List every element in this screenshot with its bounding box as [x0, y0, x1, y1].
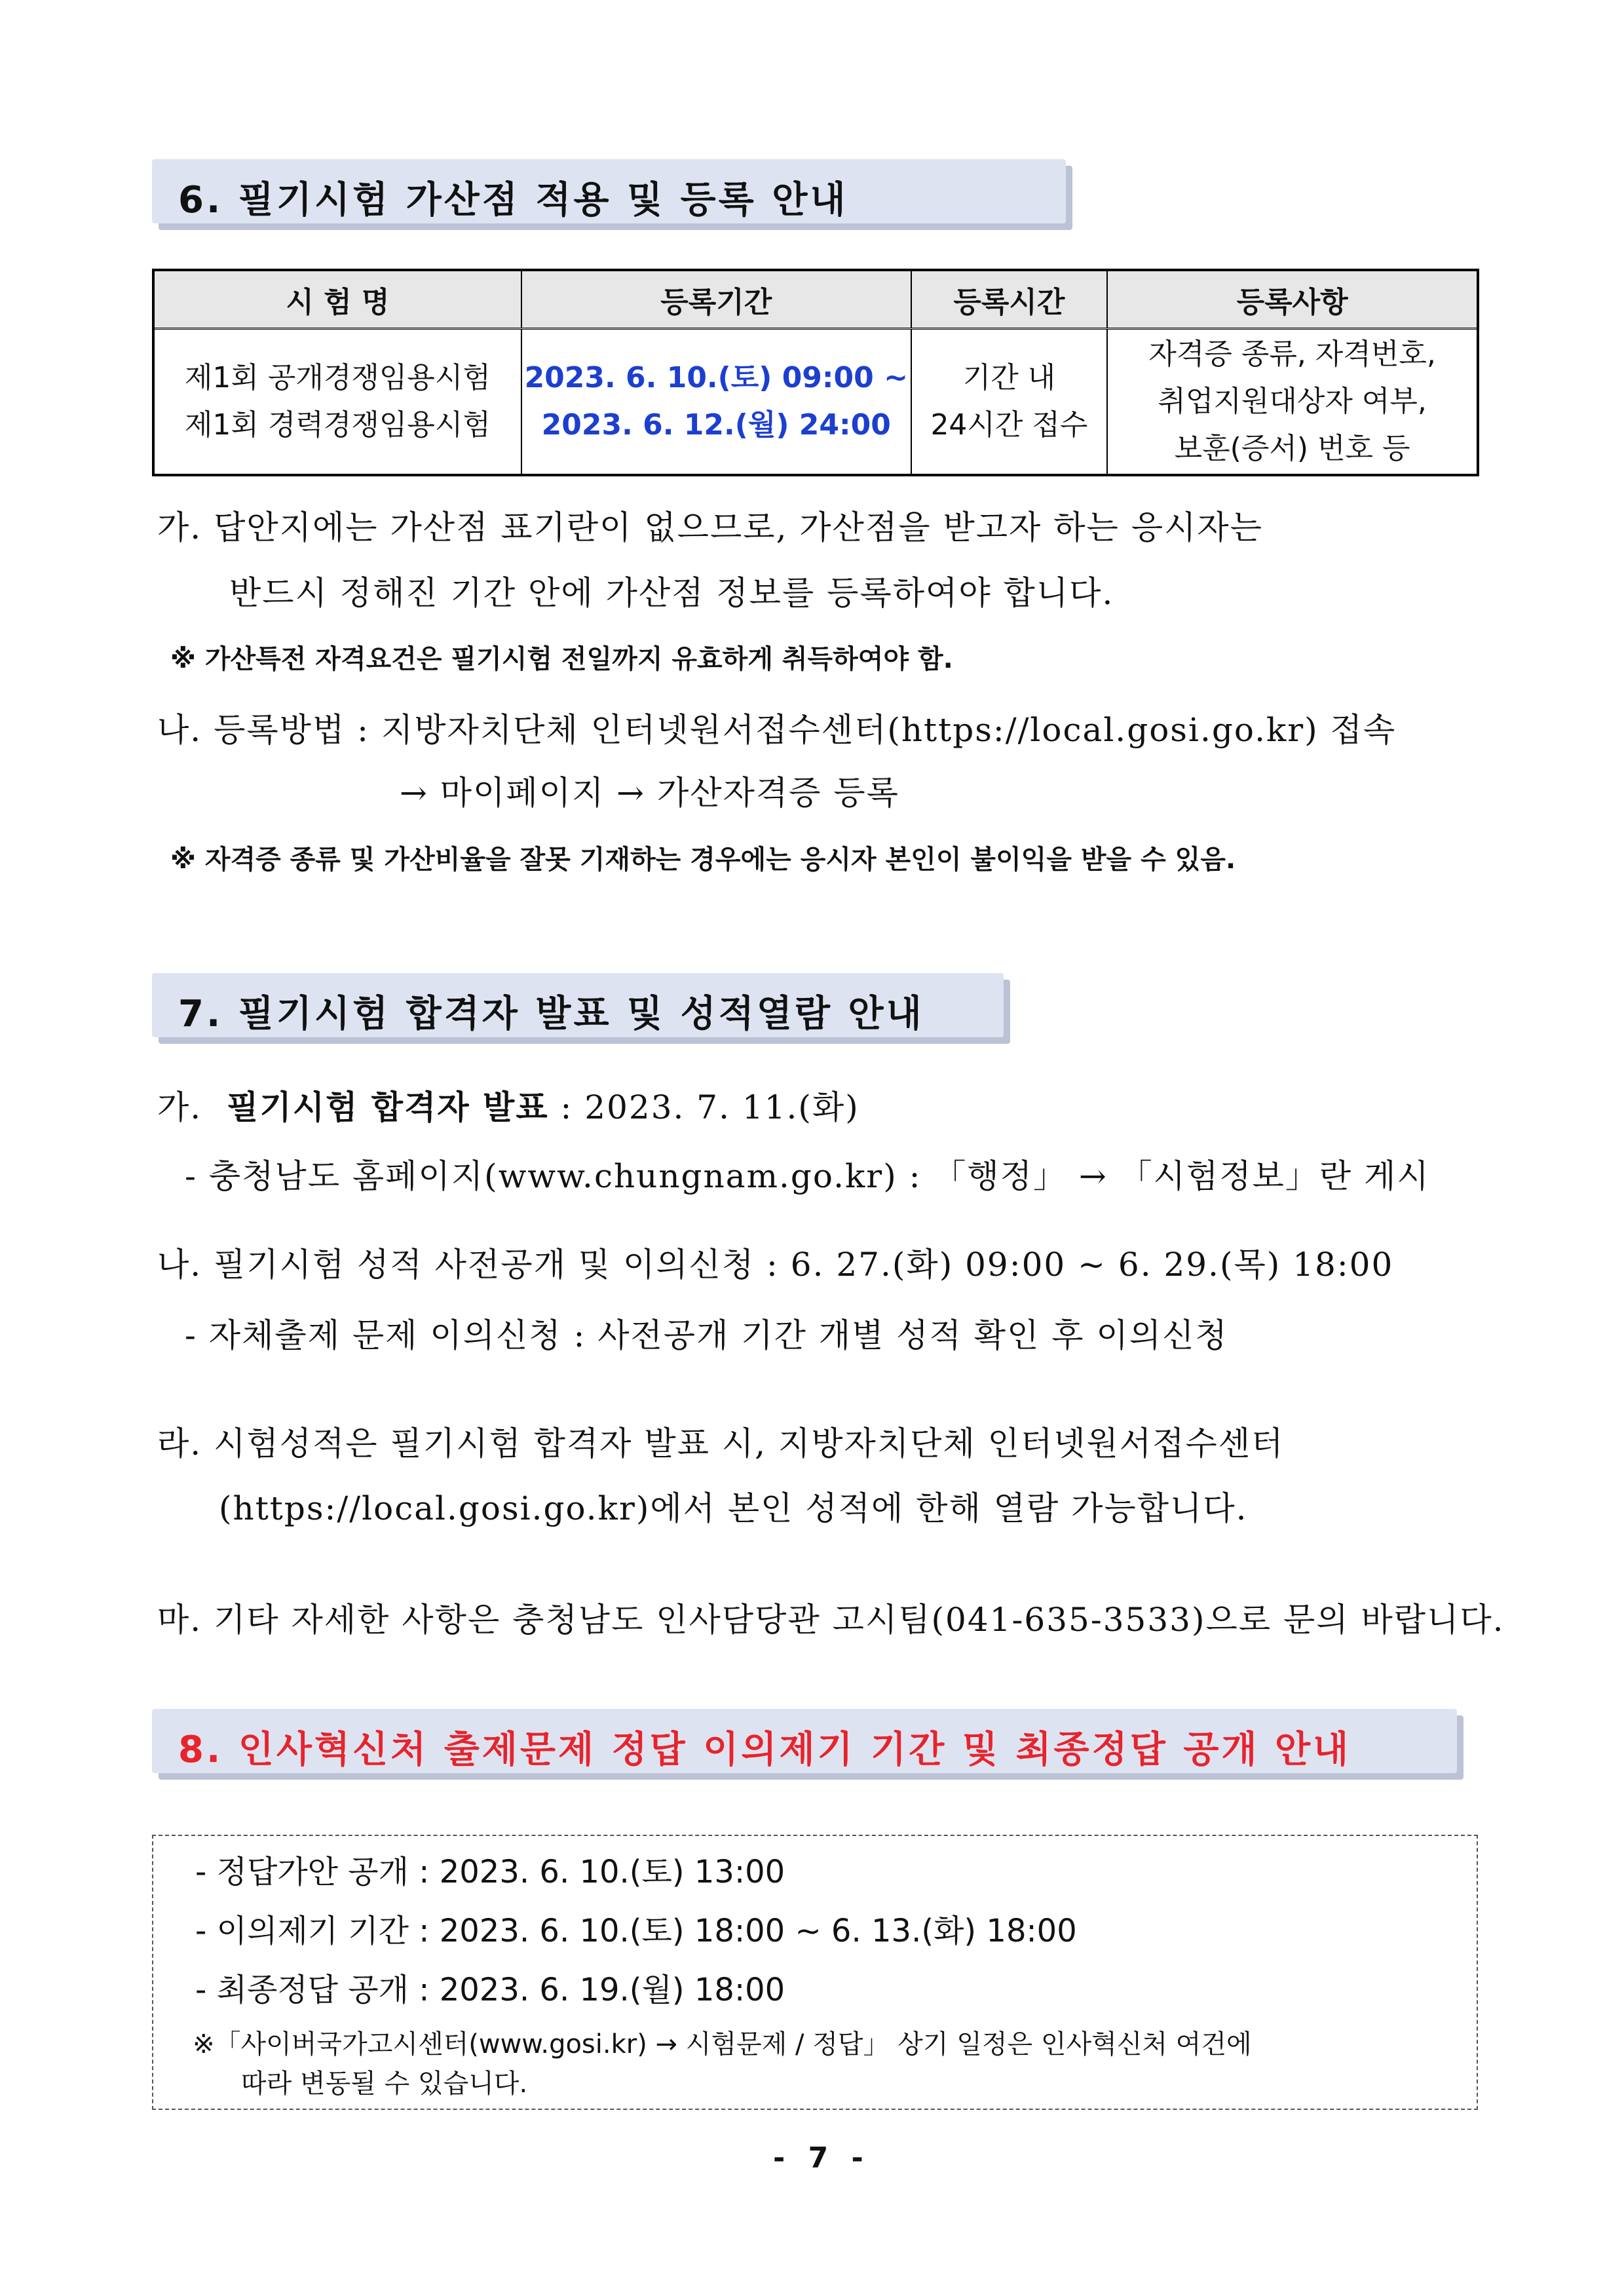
section-7-ra-line-2: (https://local.gosi.go.kr)에서 본인 성적에 한해 열람 가능합니다.	[219, 1489, 1248, 1527]
cell-exam-name	[153, 329, 521, 476]
schedule-line-3: - 최종정답 공개 : 2023. 6. 19.(월) 18:00	[195, 1972, 785, 2008]
ga-prefix: 가.	[157, 1088, 202, 1126]
section-7-ra-line-1: 라. 시험성적은 필기시험 합격자 발표 시, 지방자치단체 인터넷원서접수센터	[157, 1425, 1285, 1463]
section-6-na-line-2: → 마이페이지 → 가산자격증 등록	[400, 774, 899, 812]
period-start: 2023. 6. 10.(토) 09:00 ~	[524, 361, 908, 394]
header-items: 등록사항	[1107, 270, 1478, 329]
section-7-na-sub: - 자체출제 문제 이의신청 : 사전공개 기간 개별 성적 확인 후 이의신청	[185, 1316, 1228, 1354]
section-8-header	[152, 1709, 1457, 1773]
items-line-3: 보훈(증서) 번호 등	[1174, 432, 1410, 465]
header-time: 등록시간	[911, 270, 1107, 329]
ga-date: : 2023. 7. 11.(화)	[548, 1088, 859, 1126]
exam-name-2: 제1회 경력경쟁임용시험	[184, 408, 491, 442]
schedule-line-2: - 이의제기 기간 : 2023. 6. 10.(토) 18:00 ~ 6. 13.(화) 18:00	[195, 1913, 1077, 1949]
time-line-1: 기간 내	[962, 361, 1056, 394]
section-6-title: 6. 필기시험 가산점 적용 및 등록 안내	[178, 179, 848, 221]
section-7-header	[152, 973, 1004, 1037]
answer-schedule-box	[152, 1835, 1478, 2110]
header-period: 등록기간	[521, 270, 911, 329]
bonus-registration-table	[152, 269, 1479, 476]
section-6-header	[152, 159, 1066, 223]
section-6-na-line-1: 나. 등록방법 : 지방자치단체 인터넷원서접수센터(https://local.gosi.go.kr) 접속	[157, 711, 1397, 749]
table-header-row	[153, 270, 1478, 329]
items-line-2: 취업지원대상자 여부,	[1158, 385, 1427, 418]
schedule-note-line-2: 따라 변동될 수 있습니다.	[241, 2069, 528, 2099]
table-row	[153, 329, 1478, 476]
cell-time	[911, 329, 1107, 476]
page-number: - 7 -	[773, 2141, 870, 2175]
section-7-ga-sub: - 충청남도 홈페이지(www.chungnam.go.kr) : 「행정」 → 「시험정보」란 게시	[185, 1157, 1430, 1195]
exam-name-1: 제1회 공개경쟁임용시험	[184, 361, 491, 394]
section-7-title: 7. 필기시험 합격자 발표 및 성적열람 안내	[178, 993, 924, 1035]
header-exam-name: 시 험 명	[153, 270, 521, 329]
cell-items	[1107, 329, 1478, 476]
section-6-ga-line-1: 가. 답안지에는 가산점 표기란이 없으므로, 가산점을 받고자 하는 응시자는	[157, 508, 1263, 546]
ga-bold-text: 필기시험 합격자 발표	[227, 1088, 549, 1126]
period-end: 2023. 6. 12.(월) 24:00	[541, 408, 891, 442]
section-6-ga-line-2: 반드시 정해진 기간 안에 가산점 정보를 등록하여야 합니다.	[229, 574, 1114, 612]
section-6-note-1: ※ 가산특전 자격요건은 필기시험 전일까지 유효하게 취득하여야 함.	[170, 644, 953, 674]
schedule-line-1: - 정답가안 공개 : 2023. 6. 10.(토) 13:00	[195, 1854, 785, 1890]
section-7-ma-line: 마. 기타 자세한 사항은 충청남도 인사담당관 고시팀(041-635-3533)으로 문의 바랍니다.	[157, 1601, 1505, 1639]
cell-period	[521, 329, 911, 476]
time-line-2: 24시간 접수	[930, 408, 1088, 442]
schedule-note-line-1: ※「사이버국가고시센터(www.gosi.kr) → 시험문제 / 정답」 상기 일정은 인사혁신처 여건에	[193, 2029, 1252, 2059]
section-7-na-line: 나. 필기시험 성적 사전공개 및 이의신청 : 6. 27.(화) 09:00 ~ 6. 29.(목) 18:00	[157, 1246, 1394, 1284]
section-8-title: 8. 인사혁신처 출제문제 정답 이의제기 기간 및 최종정답 공개 안내	[178, 1729, 1351, 1771]
section-7-ga-line	[157, 1081, 859, 1128]
section-6-note-2: ※ 자격증 종류 및 가산비율을 잘못 기재하는 경우에는 응시자 본인이 불이익을 받을 수 있음.	[170, 845, 1236, 875]
items-line-1: 자격증 종류, 자격번호,	[1148, 337, 1436, 371]
